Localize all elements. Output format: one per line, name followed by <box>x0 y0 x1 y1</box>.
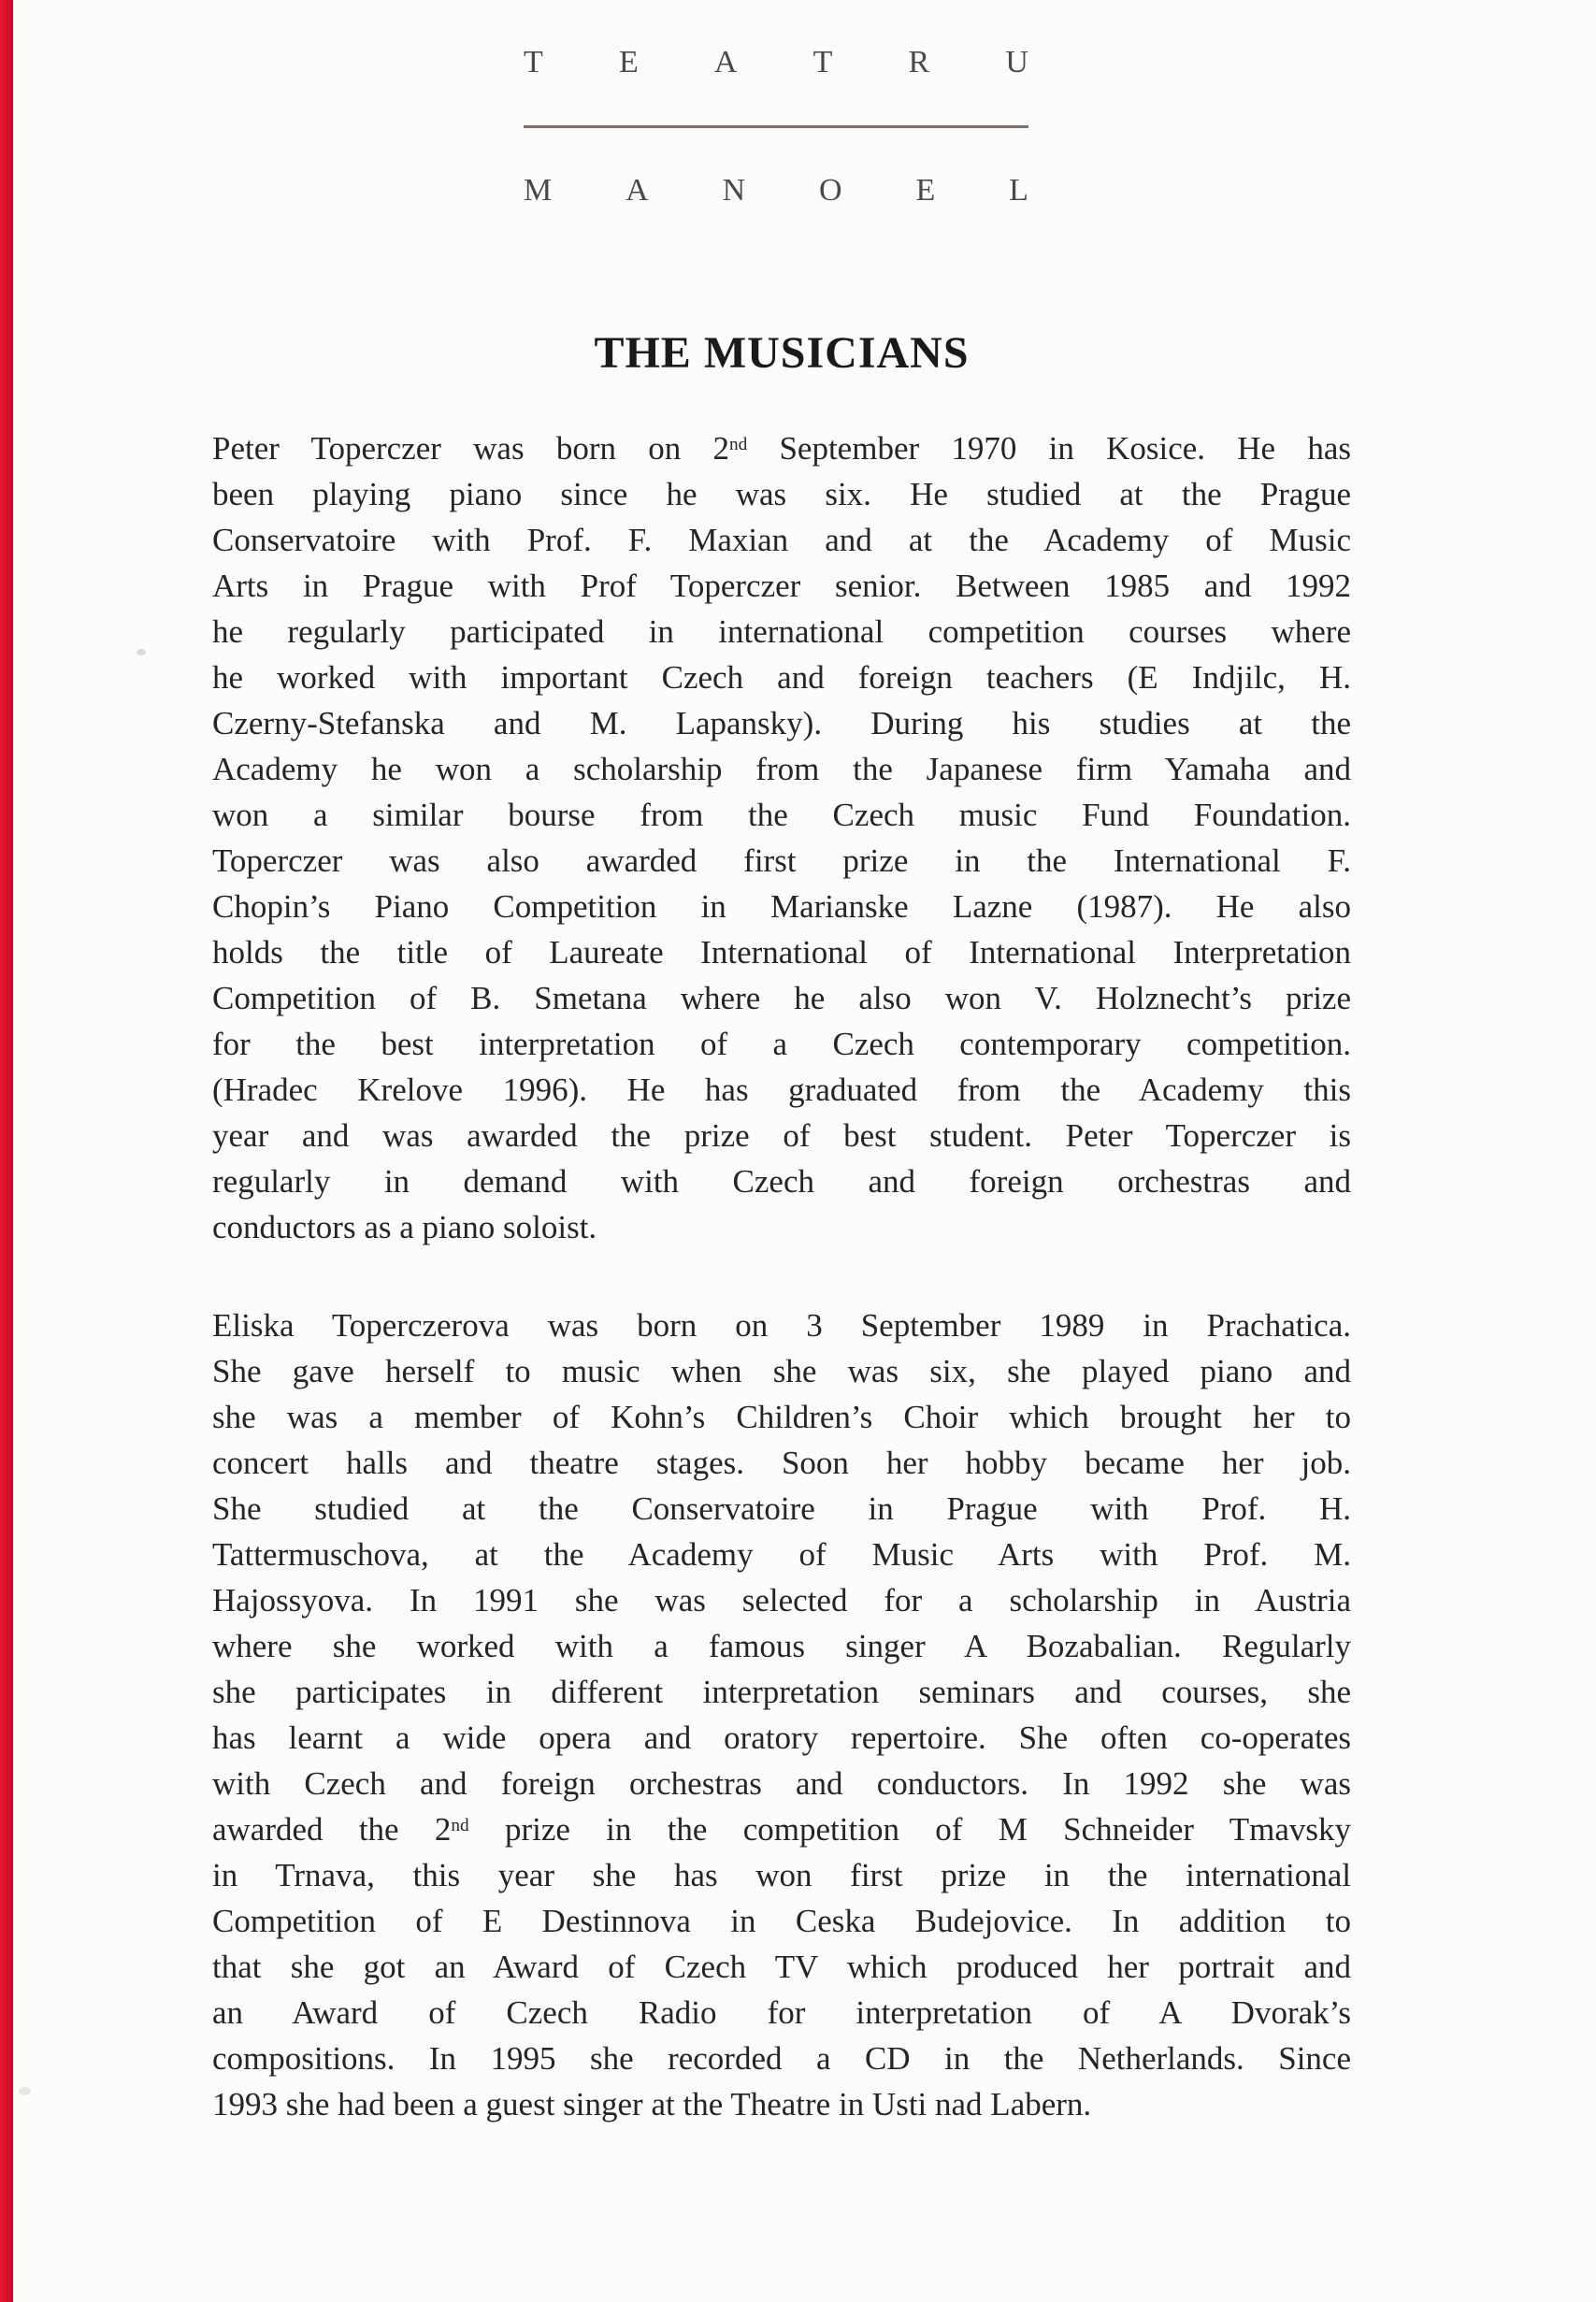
paragraph-eliska-toperczerova <box>212 1302 1351 2127</box>
text-line: awarded the 2nd prize in the competition of M Schneider Tmavsky <box>212 1811 1351 1848</box>
text-line: he regularly participated in international competition courses where <box>212 613 1351 650</box>
scan-speck <box>19 2087 31 2095</box>
text-line: (Hradec Krelove 1996). He has graduated from the Academy this <box>212 1072 1351 1108</box>
text-line: won a similar bourse from the Czech music Fund Foundation. <box>212 797 1351 833</box>
text-line: Competition of B. Smetana where he also won V. Holznecht’s prize <box>212 980 1351 1016</box>
text-line: concert halls and theatre stages. Soon her hobby became her job. <box>212 1445 1351 1481</box>
text-line: he worked with important Czech and foreign teachers (E Indjilc, H. <box>212 659 1351 696</box>
masthead-letter: R <box>908 45 930 79</box>
text-line: in Trnava, this year she has won first prize in the international <box>212 1857 1351 1893</box>
scan-speck <box>137 649 146 655</box>
text-line: she participates in different interpretation seminars and courses, she <box>212 1674 1351 1710</box>
text-line: Conservatoire with Prof. F. Maxian and at the Academy of Music <box>212 522 1351 558</box>
masthead-line-teatru <box>524 47 1028 79</box>
masthead-letter: M <box>524 173 553 208</box>
text-line: an Award of Czech Radio for interpretation of A Dvorak’s <box>212 1994 1351 2031</box>
masthead-letter: A <box>625 173 649 208</box>
text-line: Competition of E Destinnova in Ceska Budejovice. In addition to <box>212 1903 1351 1939</box>
masthead-letter: E <box>618 45 639 79</box>
text-line: Academy he won a scholarship from the Japanese firm Yamaha and <box>212 751 1351 787</box>
masthead-line-manoel <box>524 175 1028 207</box>
text-line: holds the title of Laureate International of International Interpretation <box>212 934 1351 971</box>
text-line: Chopin’s Piano Competition in Marianske Lazne (1987). He also <box>212 888 1351 925</box>
text-line: regularly in demand with Czech and foreign orchestras and <box>212 1163 1351 1200</box>
page-title: THE MUSICIANS <box>594 328 970 378</box>
paragraph-peter-toperczer <box>212 425 1351 1250</box>
text-line: Eliska Toperczerova was born on 3 September 1989 in Prachatica. <box>212 1307 1351 1344</box>
text-line: has learnt a wide opera and oratory repertoire. She often co-operates <box>212 1719 1351 1756</box>
masthead-letter: T <box>812 45 833 79</box>
masthead-letter: L <box>1009 173 1028 208</box>
masthead-letter: T <box>524 45 543 79</box>
text-line: Arts in Prague with Prof Toperczer senior. Between 1985 and 1992 <box>212 568 1351 604</box>
masthead-rule <box>524 125 1028 128</box>
masthead <box>524 47 1028 207</box>
text-line: Tattermuschova, at the Academy of Music Arts with Prof. M. <box>212 1536 1351 1573</box>
text-line: Hajossyova. In 1991 she was selected for a scholarship in Austria <box>212 1582 1351 1619</box>
text-line: Toperczer was also awarded first prize in the International F. <box>212 842 1351 879</box>
text-line: compositions. In 1995 she recorded a CD in the Netherlands. Since <box>212 2040 1351 2077</box>
masthead-letter: U <box>1005 45 1028 79</box>
text-line: Czerny-Stefanska and M. Lapansky). During his studies at the <box>212 705 1351 741</box>
masthead-letter: O <box>819 173 842 208</box>
scan-edge-strip <box>0 0 13 2302</box>
masthead-letter: A <box>713 45 738 79</box>
text-line: that she got an Award of Czech TV which produced her portrait and <box>212 1949 1351 1985</box>
text-line: for the best interpretation of a Czech contemporary competition. <box>212 1026 1351 1062</box>
text-line: she was a member of Kohn’s Children’s Choir which brought her to <box>212 1399 1351 1435</box>
text-line: with Czech and foreign orchestras and conductors. In 1992 she was <box>212 1765 1351 1802</box>
text-line: She gave herself to music when she was six, she played piano and <box>212 1353 1351 1389</box>
text-line: Peter Toperczer was born on 2nd September 1970 in Kosice. He has <box>212 430 1351 467</box>
text-line: conductors as a piano soloist. <box>212 1209 597 1245</box>
text-line: She studied at the Conservatoire in Prague with Prof. H. <box>212 1490 1351 1527</box>
masthead-letter: E <box>915 173 936 208</box>
text-line: 1993 she had been a guest singer at the Theatre in Usti nad Labern. <box>212 2086 1092 2122</box>
text-line: year and was awarded the prize of best student. Peter Toperczer is <box>212 1117 1351 1154</box>
text-line: been playing piano since he was six. He studied at the Prague <box>212 476 1351 512</box>
masthead-letter: N <box>722 173 746 208</box>
text-line: where she worked with a famous singer A Bozabalian. Regularly <box>212 1628 1351 1664</box>
